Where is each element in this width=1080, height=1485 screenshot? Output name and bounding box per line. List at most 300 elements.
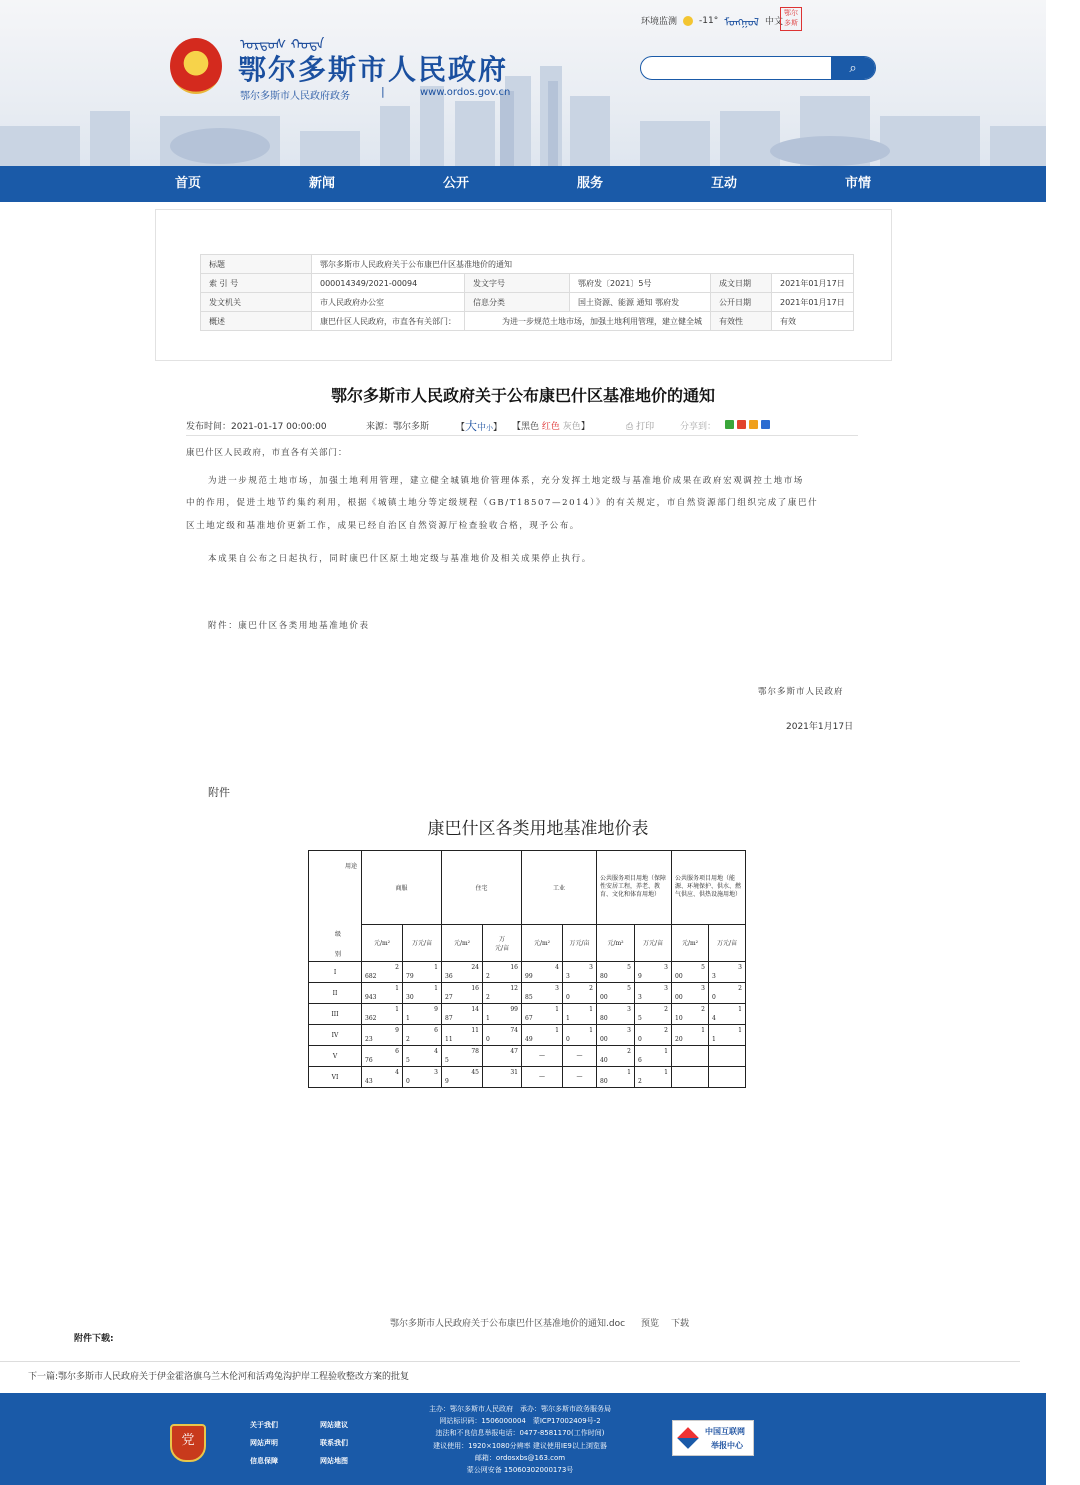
footer-info-line: 主办：鄂尔多斯市人民政府 承办：鄂尔多斯市政务服务局 [429, 1405, 611, 1413]
price-value-top: 24 [471, 964, 479, 971]
price-value-bottom: 5 [406, 1057, 410, 1064]
price-value-bottom: 36 [445, 973, 453, 980]
divider [0, 1361, 1020, 1362]
price-cell [563, 1067, 597, 1088]
price-cell [522, 983, 563, 1004]
price-value-top: 16 [510, 964, 518, 971]
price-cell [442, 1004, 483, 1025]
top-links [641, 11, 783, 30]
site-title[interactable]: 鄂尔多斯市人民政府 [238, 53, 509, 86]
color-black-button[interactable]: 黑色 [521, 422, 540, 432]
price-body [309, 962, 746, 1088]
right-margin [1046, 0, 1080, 1485]
price-cell-inner [442, 1025, 482, 1045]
article-title: 鄂尔多斯市人民政府关于公布康巴什区基准地价的通知 [330, 386, 715, 405]
price-value-bottom: 99 [525, 973, 533, 980]
price-cell-inner [362, 983, 402, 1003]
meta-label: 发文字号 [465, 274, 570, 293]
printer-icon: ⎙ [626, 422, 634, 432]
unit-cell: 万元/亩 [709, 924, 746, 961]
price-cell-inner [563, 1025, 596, 1045]
price-value-top: — [576, 1052, 583, 1059]
corner-level-label: 级 [335, 931, 342, 938]
price-cell-inner [597, 983, 634, 1003]
attachment-file-link[interactable]: 鄂尔多斯市人民政府关于公布康巴什区基准地价的通知.doc [390, 1319, 626, 1329]
price-value-top: 2 [738, 985, 742, 992]
price-cell-inner [403, 1067, 441, 1087]
price-cell [522, 1004, 563, 1025]
search-box [640, 56, 876, 80]
price-cell-inner [635, 1067, 671, 1087]
price-cell [709, 1025, 746, 1046]
color-control [512, 419, 590, 432]
price-cell-inner [672, 1025, 708, 1045]
price-value-bottom: 80 [600, 1015, 608, 1022]
font-large-button[interactable]: 大 [465, 419, 478, 433]
price-cell [563, 1046, 597, 1067]
use-industrial: 工业 [522, 851, 597, 925]
attachment-title: 康巴什区各类用地基准地价表 [427, 819, 649, 839]
price-value-bottom: 1 [406, 1015, 410, 1022]
price-cell [483, 1067, 522, 1088]
price-value-bottom: 9 [445, 1078, 449, 1085]
price-cell [362, 1004, 403, 1025]
price-cell-inner [597, 1046, 634, 1066]
footer-info [400, 1403, 640, 1476]
paragraph-2: 本成果自公布之日起执行，同时康巴什区原土地定级与基准地价及相关成果停止执行。 [208, 554, 592, 564]
color-gray-button[interactable]: 灰色 [562, 422, 581, 432]
meta-row [201, 274, 854, 293]
internet-report-center-badge[interactable] [672, 1420, 754, 1456]
price-cell-inner [635, 1004, 671, 1024]
price-cell [362, 1067, 403, 1088]
chinese-version-link[interactable]: 中文 [765, 17, 784, 27]
level-cell: VI [309, 1067, 362, 1088]
level-cell: III [309, 1004, 362, 1025]
price-cell-inner [635, 1046, 671, 1066]
font-medium-button[interactable]: 中 [477, 423, 487, 433]
price-value-top: 2 [589, 985, 593, 992]
price-cell [403, 983, 442, 1004]
price-value-bottom: 85 [525, 994, 533, 1001]
share-label: 分享到： [680, 422, 717, 432]
price-value-bottom: 20 [675, 1036, 683, 1043]
price-cell-inner [672, 962, 708, 982]
price-value-top: 3 [738, 964, 742, 971]
land-price-table [308, 850, 746, 1088]
price-value-top: 1 [555, 1006, 559, 1013]
unit-cell: 元/m² [442, 924, 483, 961]
price-cell [597, 1067, 635, 1088]
price-cell-inner [483, 983, 521, 1003]
price-value-top: — [576, 1073, 583, 1080]
price-cell [442, 1046, 483, 1067]
price-cell-inner [403, 1004, 441, 1024]
price-cell-inner [672, 983, 708, 1003]
footer-link-contact[interactable]: 联系我们 [320, 1439, 348, 1447]
temperature: -11° [699, 15, 719, 26]
footer-info-line: 网站标识码：1506000004 蒙ICP17002409号-2 [439, 1417, 601, 1426]
price-cell [709, 983, 746, 1004]
site-url: www.ordos.gov.cn [420, 87, 511, 98]
price-cell-inner [709, 1067, 745, 1087]
signature-date: 2021年1月17日 [786, 722, 854, 732]
price-header-row [309, 851, 746, 925]
price-value-top: 1 [434, 985, 438, 992]
use-commercial: 商服 [362, 851, 442, 925]
unit-cell: 万元/亩 [403, 924, 442, 961]
qzone-share-icon[interactable] [749, 420, 758, 429]
meta-row-title [201, 255, 854, 274]
nav-service[interactable]: 服务 [576, 176, 603, 191]
price-cell-inner [442, 1046, 482, 1066]
meta-label: 有效性 [711, 312, 772, 331]
price-cell [442, 1025, 483, 1046]
price-value-bottom: 1 [712, 1036, 716, 1043]
price-value-top: 1 [395, 1006, 399, 1013]
price-cell-inner [483, 1025, 521, 1045]
price-cell [362, 983, 403, 1004]
price-cell-inner [597, 1025, 634, 1045]
price-value-top: 5 [627, 964, 631, 971]
footer-link-sitemap[interactable]: 网站地图 [320, 1457, 348, 1465]
price-value-top: 1 [589, 1006, 593, 1013]
price-value-top: 78 [471, 1048, 479, 1055]
price-value-bottom: 0 [486, 1036, 490, 1043]
price-value-bottom: 5 [638, 1015, 642, 1022]
price-cell-inner [442, 1067, 482, 1087]
price-value-top: 5 [701, 964, 705, 971]
price-cell [635, 1046, 672, 1067]
price-cell [672, 1004, 709, 1025]
price-value-bottom: 6 [638, 1057, 642, 1064]
nav-news[interactable]: 新闻 [308, 176, 335, 191]
price-cell-inner [522, 1067, 562, 1087]
price-value-top: 4 [434, 1048, 438, 1055]
price-cell-inner [483, 1067, 521, 1087]
price-value-bottom: 1 [566, 1015, 570, 1022]
price-cell [709, 1067, 746, 1088]
bracket: 【 [456, 423, 466, 433]
price-cell-inner [709, 1025, 745, 1045]
price-cell-inner [362, 962, 402, 982]
price-cell-inner [403, 962, 441, 982]
price-value-bottom: 0 [566, 994, 570, 1001]
print-button[interactable] [626, 419, 654, 432]
report-line-2: 举报中心 [711, 1441, 743, 1450]
price-cell [672, 1025, 709, 1046]
price-cell-inner [635, 983, 671, 1003]
price-value-bottom: 1 [486, 1015, 490, 1022]
price-value-top: 3 [555, 985, 559, 992]
use-residential: 住宅 [442, 851, 522, 925]
price-value-bottom: 23 [365, 1036, 373, 1043]
price-cell [597, 962, 635, 983]
price-cell [362, 962, 403, 983]
meta-value: 000014349/2021-00094 [312, 274, 465, 293]
price-value-bottom: 5 [445, 1057, 449, 1064]
use-public-service-2: 公共服务项目用地（能源、环境保护、供水、燃气供应、供热设施用地） [672, 851, 746, 925]
price-cell [709, 1004, 746, 1025]
price-cell [403, 1025, 442, 1046]
unit-text: 万 [498, 935, 505, 943]
meta-row [201, 312, 854, 331]
price-value-top: 4 [395, 1069, 399, 1076]
price-value-top: 1 [555, 1027, 559, 1034]
meta-value: 2021年01月17日 [772, 293, 854, 312]
price-row [309, 1004, 746, 1025]
meta-label: 信息分类 [465, 293, 570, 312]
footer-link-suggest[interactable]: 网站建议 [320, 1421, 348, 1429]
price-cell-inner [563, 962, 596, 982]
search-input[interactable] [641, 57, 845, 79]
price-row [309, 1046, 746, 1067]
price-value-bottom: 80 [600, 1078, 608, 1085]
price-value-top: 99 [510, 1006, 518, 1013]
price-cell [563, 962, 597, 983]
price-cell-inner [563, 1004, 596, 1024]
price-cell-inner [522, 1046, 562, 1066]
price-value-bottom: 3 [712, 973, 716, 980]
price-cell-inner [362, 1067, 402, 1087]
price-value-top: 1 [627, 1069, 631, 1076]
price-value-top: 1 [589, 1027, 593, 1034]
price-value-top: 12 [510, 985, 518, 992]
price-value-bottom: 27 [445, 994, 453, 1001]
price-cell [597, 1046, 635, 1067]
nav-interact[interactable]: 互动 [710, 176, 737, 191]
next-article-link[interactable]: 下一篇:鄂尔多斯市人民政府关于伊金霍洛旗乌兰木伦河和活鸡兔沟护岸工程验收整改方案的批复 [28, 1372, 410, 1382]
price-value-bottom: 2 [486, 994, 490, 1001]
price-value-bottom: 00 [675, 973, 683, 980]
price-value-bottom: 00 [600, 994, 608, 1001]
mongolian-version-link[interactable]: ᠮᠣᠩᠭᠣᠯ [724, 16, 760, 29]
price-cell-inner [709, 962, 745, 982]
price-cell-inner [563, 1046, 596, 1066]
bracket: 】 [493, 423, 503, 433]
renren-share-icon[interactable] [761, 420, 770, 429]
city-skyline-illustration [0, 56, 1046, 166]
price-cell [597, 1004, 635, 1025]
price-cell-inner [597, 962, 634, 982]
site-header [0, 0, 1046, 166]
price-cell-inner [483, 962, 521, 982]
meta-title-label: 标题 [201, 255, 312, 274]
font-size-control [456, 417, 502, 434]
price-value-bottom: 00 [600, 1036, 608, 1043]
price-cell-inner [597, 1004, 634, 1024]
price-cell-inner [709, 1004, 745, 1024]
search-icon: ⌕ [849, 60, 857, 75]
use-public-service-1: 公共服务项目用地（保障性安居工程，养老、教育、文化和体育用地） [597, 851, 672, 925]
price-cell-inner [709, 1046, 745, 1066]
price-cell-inner [522, 983, 562, 1003]
price-value-top: 2 [395, 964, 399, 971]
nav-left-pad [0, 166, 121, 202]
subtitle-separator: | [381, 85, 385, 98]
env-monitor-link[interactable]: 环境监测 [641, 17, 678, 27]
price-value-top: 1 [664, 1069, 668, 1076]
price-cell [403, 962, 442, 983]
price-value-bottom: 49 [525, 1036, 533, 1043]
price-value-bottom: 00 [675, 994, 683, 1001]
meta-title-value: 鄂尔多斯市人民政府关于公布康巴什区基准地价的通知 [312, 255, 854, 274]
price-cell-inner [597, 1067, 634, 1087]
price-cell [483, 983, 522, 1004]
price-value-top: — [539, 1052, 545, 1059]
print-label: 打印 [636, 422, 655, 432]
price-value-bottom: 87 [445, 1015, 453, 1022]
price-unit-row [309, 924, 746, 961]
price-value-top: 1 [434, 964, 438, 971]
preview-link[interactable]: 预览 [641, 1319, 660, 1329]
price-cell [635, 1025, 672, 1046]
paragraph-1-line-3: 区土地定级和基准地价更新工作，成果已经自治区自然资源厅检查验收合格，现予公布。 [186, 521, 580, 531]
footer-link-statement[interactable]: 网站声明 [250, 1439, 278, 1447]
price-cell [483, 962, 522, 983]
document-meta-table [200, 254, 854, 331]
unit-cell: 万元/亩 [563, 924, 597, 961]
document-meta-box [155, 209, 892, 361]
footer-info-line: 建议使用：1920×1080分辨率 建议使用IE9以上浏览器 [433, 1441, 607, 1450]
meta-label: 概述 [201, 312, 312, 331]
price-cell-inner [672, 1046, 708, 1066]
meta-value: 市人民政府办公室 [312, 293, 465, 312]
meta-label: 发文机关 [201, 293, 312, 312]
unit-cell [483, 924, 522, 961]
footer-info-line[interactable]: 蒙公网安备 15060302000173号 [466, 1466, 574, 1475]
price-value-top: 2 [664, 1027, 668, 1034]
price-cell-inner [403, 1046, 441, 1066]
price-value-bottom: 0 [406, 1078, 410, 1085]
price-value-top: 1 [395, 985, 399, 992]
wechat-share-icon[interactable] [725, 420, 734, 429]
price-row [309, 962, 746, 983]
price-cell [522, 1025, 563, 1046]
price-value-top: 47 [510, 1048, 518, 1055]
footer-link-about[interactable]: 关于我们 [250, 1421, 278, 1429]
price-cell-inner [709, 983, 745, 1003]
meta-row [201, 293, 854, 312]
price-cell-inner [672, 1004, 708, 1024]
price-value-top: 14 [471, 1006, 479, 1013]
attachment-heading: 附件 [208, 786, 230, 799]
corner-level-label: 别 [335, 951, 342, 958]
price-value-bottom: 10 [675, 1015, 683, 1022]
price-cell [635, 1067, 672, 1088]
nav-home[interactable]: 首页 [174, 176, 201, 191]
unit-cell: 元/m² [362, 924, 403, 961]
price-value-top: 6 [434, 1027, 438, 1034]
meta-label: 成文日期 [711, 274, 772, 293]
report-line-1: 中国互联网 [705, 1427, 745, 1436]
price-value-top: 2 [627, 1048, 631, 1055]
price-value-top: 3 [664, 964, 668, 971]
price-value-top: 3 [589, 964, 593, 971]
meta-value: 国土资源、能源 通知 鄂府发 [570, 293, 711, 312]
price-cell [672, 962, 709, 983]
price-cell-inner [442, 983, 482, 1003]
article-info-bar [186, 417, 858, 436]
price-value-bottom: 67 [525, 1015, 533, 1022]
price-value-bottom: 0 [712, 994, 716, 1001]
price-value-top: 4 [555, 964, 559, 971]
price-cell-inner [362, 1004, 402, 1024]
bracket: 】 [580, 422, 590, 432]
meta-value: 有效 [772, 312, 854, 331]
price-cell-inner [483, 1004, 521, 1024]
meta-summary: 为进一步规范土地市场，加强土地利用管理，建立健全城 [465, 312, 711, 331]
level-cell: II [309, 983, 362, 1004]
level-cell: I [309, 962, 362, 983]
price-value-bottom: 3 [566, 973, 570, 980]
party-gov-logo-icon[interactable]: 党 [170, 1424, 206, 1462]
price-cell [672, 983, 709, 1004]
price-value-top: 3 [627, 1006, 631, 1013]
price-cell [483, 1046, 522, 1067]
unit-cell: 元/m² [672, 924, 709, 961]
publish-time: 发布时间：2021-01-17 00:00:00 [186, 422, 327, 432]
price-cell-inner [635, 1025, 671, 1045]
price-cell-inner [362, 1046, 402, 1066]
price-value-top: 1 [738, 1027, 742, 1034]
price-cell [522, 1046, 563, 1067]
price-cell [635, 962, 672, 983]
article-source: 来源：鄂尔多斯 [366, 422, 430, 432]
attachment-note: 附件：康巴什区各类用地基准地价表 [208, 621, 370, 631]
price-cell [362, 1046, 403, 1067]
price-value-bottom: 0 [566, 1036, 570, 1043]
nav-open[interactable]: 公开 [442, 176, 469, 191]
color-red-button[interactable]: 红色 [541, 422, 560, 432]
price-value-top: 1 [738, 1006, 742, 1013]
price-cell-inner [522, 1025, 562, 1045]
price-cell [709, 1046, 746, 1067]
price-row [309, 1067, 746, 1088]
weibo-share-icon[interactable] [737, 420, 746, 429]
footer-link-security[interactable]: 信息保障 [250, 1457, 278, 1465]
price-cell [483, 1025, 522, 1046]
price-value-top: 5 [627, 985, 631, 992]
price-value-top: 3 [627, 1027, 631, 1034]
price-value-bottom: 40 [600, 1057, 608, 1064]
ordos-seal-icon[interactable]: 鄂尔多斯 [780, 7, 802, 31]
mongolian-title: ᠣᠷᠳᠣᠰ ᠬᠣᠲᠠ [240, 37, 325, 53]
price-value-top: 16 [471, 985, 479, 992]
price-cell-inner [635, 962, 671, 982]
paragraph-1-line-2: 中的作用，促进土地节约集约利用，根据《城镇土地分等定级规程（GB/T18507—2014）》的有关规定，市自然资源部门组织完成了康巴什 [186, 498, 819, 508]
font-small-button[interactable]: 小 [486, 424, 494, 432]
price-value-bottom: 682 [365, 973, 377, 980]
price-cell-inner [522, 962, 562, 982]
price-cell [483, 1004, 522, 1025]
price-cell-inner [522, 1004, 562, 1024]
main-nav [0, 166, 1046, 202]
paragraph-1-line-1: 为进一步规范土地市场，加强土地利用管理，建立健全城镇地价管理体系，充分发挥土地定级与基准地价成果在政府宏观调控土地市场 [208, 476, 804, 486]
corner-use-label: 用途 [344, 863, 357, 870]
price-value-bottom: 80 [600, 973, 608, 980]
price-value-top: 6 [395, 1048, 399, 1055]
price-value-top: 2 [701, 1006, 705, 1013]
attachment-download-label: 附件下载: [74, 1334, 114, 1344]
price-value-top: 9 [434, 1006, 438, 1013]
nav-city-info[interactable]: 市情 [844, 176, 871, 191]
price-cell [442, 983, 483, 1004]
site-subtitle: 鄂尔多斯市人民政府政务 [240, 91, 350, 102]
download-link[interactable]: 下载 [671, 1319, 690, 1329]
search-button[interactable] [831, 57, 875, 79]
price-value-bottom: 4 [712, 1015, 716, 1022]
